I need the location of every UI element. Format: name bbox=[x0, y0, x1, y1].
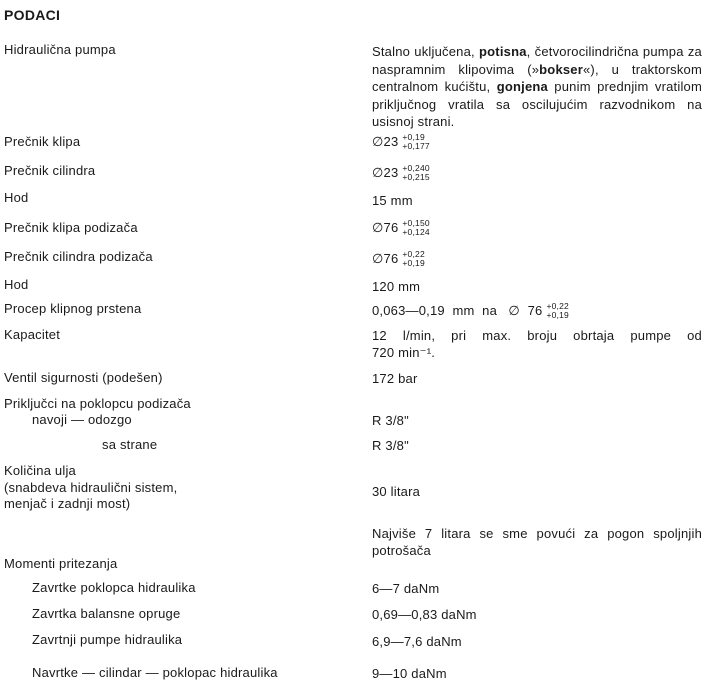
label-torque-balance-spring-bolt: Zavrtka balansne opruge bbox=[32, 606, 181, 621]
lift-cylinder-diameter-nominal: ∅76 bbox=[372, 251, 399, 266]
oil-note-line2: potrošača bbox=[372, 543, 431, 558]
value-lift-cylinder-diameter bbox=[372, 250, 425, 269]
label-safety-valve: Ventil sigurnosti (podešen) bbox=[4, 370, 163, 385]
value-oil-quantity: 30 litara bbox=[372, 484, 421, 499]
label-hydraulic-pump: Hidraulična pumpa bbox=[4, 42, 116, 57]
tol-upper: +0,19 bbox=[402, 131, 425, 142]
pump-desc-text-4: punim prednjim vratilom priključnog vratila sa oscilujućim razvodnikom na usisnoj strani. bbox=[372, 79, 702, 130]
pump-desc-bold-2: bokser bbox=[539, 61, 583, 77]
value-lift-piston-diameter bbox=[372, 219, 430, 238]
tol-upper: +0,150 bbox=[402, 217, 430, 228]
label-lift-piston-diameter: Prečnik klipa podizača bbox=[4, 220, 138, 235]
label-torque-pump-bolts: Zavrtnji pumpe hidraulika bbox=[32, 632, 183, 647]
value-torque-nuts-cylinder-cover: 9—10 daNm bbox=[372, 666, 447, 681]
tol-lower: +0,124 bbox=[402, 226, 430, 237]
label-connections-top: navoji — odozgo bbox=[32, 412, 132, 427]
pump-description bbox=[372, 43, 702, 131]
value-capacity-line1: 12 l/min, pri max. broju obrtaja pumpe od bbox=[372, 328, 702, 343]
value-piston-diameter bbox=[372, 133, 430, 152]
label-connections: Priključci na poklopcu podizača bbox=[4, 396, 191, 411]
label-piston-diameter: Prečnik klipa bbox=[4, 134, 81, 149]
page-title: PODACI bbox=[4, 7, 61, 23]
tol-upper: +0,22 bbox=[402, 248, 425, 259]
tol-upper: +0,240 bbox=[402, 162, 430, 173]
label-oil-quantity-note-2: menjač i zadnji most) bbox=[4, 496, 131, 511]
tol-lower: +0,177 bbox=[402, 140, 430, 151]
ring-gap-range: 0,063—0,19 mm na ∅ 76 bbox=[372, 303, 543, 318]
label-oil-quantity-note-1: (snabdeva hidraulični sistem, bbox=[4, 480, 178, 495]
piston-diameter-tolerance bbox=[402, 133, 429, 151]
label-capacity: Kapacitet bbox=[4, 327, 61, 342]
label-stroke: Hod bbox=[4, 190, 29, 205]
label-torque-nuts-cylinder-cover: Navrtke — cilindar — poklopac hidraulika bbox=[32, 665, 278, 680]
value-torque-balance-spring-bolt: 0,69—0,83 daNm bbox=[372, 607, 477, 622]
pump-desc-bold-1: potisna bbox=[479, 44, 527, 59]
tol-lower: +0,19 bbox=[546, 309, 569, 320]
cylinder-diameter-nominal: ∅23 bbox=[372, 165, 399, 180]
label-oil-quantity: Količina ulja bbox=[4, 463, 76, 478]
label-lift-cylinder-diameter: Prečnik cilindra podizača bbox=[4, 249, 153, 264]
lift-piston-diameter-nominal: ∅76 bbox=[372, 220, 399, 235]
lift-cylinder-diameter-tolerance bbox=[402, 250, 425, 268]
pump-desc-bold-3: gonjena bbox=[496, 79, 548, 95]
value-ring-gap bbox=[372, 302, 569, 321]
value-connections-side: R 3/8" bbox=[372, 438, 409, 453]
label-connections-side: sa strane bbox=[102, 437, 158, 452]
cylinder-diameter-tolerance bbox=[402, 164, 429, 182]
value-stroke: 15 mm bbox=[372, 193, 413, 208]
pump-desc-text-1: Stalno uključena, bbox=[372, 44, 480, 59]
pump-desc-text-3: «), u traktorskom centralnom kućištu, bbox=[372, 61, 702, 95]
value-cylinder-diameter bbox=[372, 164, 430, 183]
label-lift-stroke: Hod bbox=[4, 277, 29, 292]
piston-diameter-nominal: ∅23 bbox=[372, 134, 399, 149]
tol-lower: +0,19 bbox=[402, 257, 425, 268]
value-torque-pump-bolts: 6,9—7,6 daNm bbox=[372, 634, 462, 649]
value-lift-stroke: 120 mm bbox=[372, 279, 421, 294]
tol-lower: +0,215 bbox=[402, 171, 430, 182]
label-tightening-torques: Momenti pritezanja bbox=[4, 556, 118, 571]
value-capacity-line2: 720 min⁻¹. bbox=[372, 345, 436, 360]
value-torque-hydraulic-cover-bolts: 6—7 daNm bbox=[372, 581, 440, 596]
oil-note-line1: Najviše 7 litara se sme povući za pogon spoljnjih bbox=[372, 526, 702, 541]
lift-piston-diameter-tolerance bbox=[402, 219, 429, 237]
value-connections-top: R 3/8" bbox=[372, 413, 409, 428]
label-cylinder-diameter: Prečnik cilindra bbox=[4, 163, 96, 178]
label-ring-gap: Procep klipnog prstena bbox=[4, 301, 142, 316]
pump-desc-text-2: , četvorocilindrična pumpa za naspramnim klipovima (» bbox=[372, 44, 702, 77]
tol-upper: +0,22 bbox=[546, 300, 569, 311]
value-safety-valve: 172 bar bbox=[372, 371, 418, 386]
label-torque-hydraulic-cover-bolts: Zavrtke poklopca hidraulika bbox=[32, 580, 196, 595]
ring-gap-tolerance bbox=[546, 302, 569, 320]
